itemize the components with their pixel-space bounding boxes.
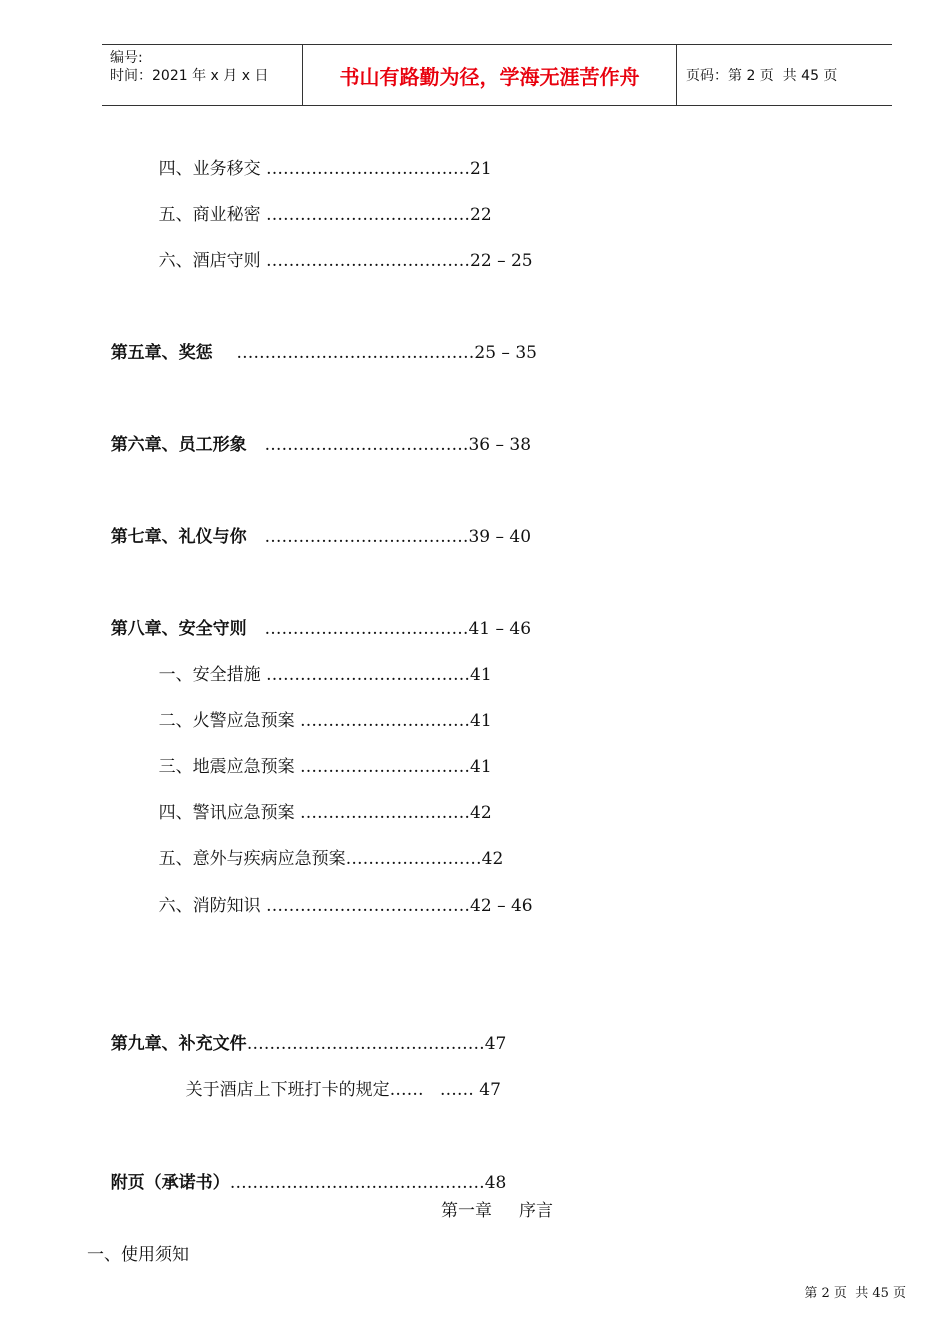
toc-entry-title: 六、消防知识: [158, 896, 267, 916]
toc-entry-leader: ………………………………: [266, 205, 471, 225]
toc-entry-title: 二、火警应急预案: [158, 711, 301, 731]
document-number-label: 编号:: [110, 50, 143, 66]
toc-chapter-title: 第五章、奖惩: [110, 343, 237, 363]
header-divider: [676, 45, 677, 105]
page-header: [102, 44, 892, 106]
toc-entry[interactable]: [164, 1057, 501, 1123]
toc-entry-leader: ………………………………: [266, 896, 471, 916]
toc-entry-page: 42: [470, 803, 492, 823]
toc-entry[interactable]: [137, 873, 533, 939]
toc-chapter-title: 第九章、补充文件: [110, 1034, 247, 1054]
header-meta: [110, 49, 268, 85]
toc-entry-leader: …………………………: [300, 803, 471, 823]
toc-entry-leader: …………………………: [300, 711, 471, 731]
toc-entry-leader: ……………………………………: [246, 1034, 485, 1054]
toc-entry-title: 四、警讯应急预案: [158, 803, 301, 823]
toc-chapter[interactable]: [87, 412, 531, 478]
toc-entry-page: 22 – 25: [470, 251, 533, 271]
toc-entry-leader: ………………………………: [266, 251, 471, 271]
toc-chapter-title: 第六章、员工形象: [110, 435, 265, 455]
toc-entry-title: 一、安全措施: [158, 665, 267, 685]
toc-entry-page: 25 – 35: [474, 343, 537, 363]
document-date: 时间：2021 年 x 月 x 日: [110, 68, 269, 84]
toc-entry-page: 48: [484, 1173, 507, 1193]
toc-entry-leader: ………………………………: [264, 435, 469, 455]
toc-entry-leader: ………………………………: [264, 619, 469, 639]
toc-entry[interactable]: [137, 228, 533, 294]
toc-entry-page: 42 – 46: [470, 896, 533, 916]
toc-chapter[interactable]: [87, 320, 537, 386]
toc-entry-page: 41 – 46: [468, 619, 532, 639]
toc-entry-page: 41: [470, 665, 492, 685]
toc-entry-page: 41: [470, 711, 492, 731]
toc-entry-leader: ………………………………………: [229, 1173, 485, 1193]
toc-entry-leader: ………………………………: [264, 527, 469, 547]
toc-entry-page: 36 – 38: [468, 435, 532, 455]
toc-entry-page: 22: [470, 205, 492, 225]
toc-entry-leader: ……: [439, 1080, 474, 1100]
toc-entry-page: 21: [470, 159, 492, 179]
toc-entry-leader: ……………………………………: [236, 343, 475, 363]
header-page-code: 页码：第 2 页 共 45 页: [686, 68, 838, 84]
toc-entry-title: 五、商业秘密: [158, 205, 267, 225]
toc-entry-leader: ………………………………: [266, 665, 471, 685]
toc-chapter[interactable]: [87, 504, 531, 570]
toc-entry-page: 39 – 40: [468, 527, 532, 547]
toc-entry-page: 47: [473, 1080, 501, 1100]
toc-entry-title: 四、业务移交: [158, 159, 267, 179]
toc-chapter-title: 第七章、礼仪与你: [110, 527, 265, 547]
page-footer: 第 2 页 共 45 页: [804, 1286, 906, 1301]
toc-entry-title: 六、酒店守则: [158, 251, 267, 271]
toc-entry-title: 关于酒店上下班打卡的规定……: [185, 1080, 440, 1100]
section-subheading: 一、使用须知: [87, 1245, 189, 1265]
toc-entry-page: 42: [481, 849, 504, 869]
toc-entry-title: 五、意外与疾病应急预案: [158, 849, 346, 869]
toc-chapter-title: 第八章、安全守则: [110, 619, 265, 639]
toc-entry-page: 47: [484, 1034, 507, 1054]
toc-entry-title: 三、地震应急预案: [158, 757, 301, 777]
chapter-heading: 第一章 序言: [440, 1201, 554, 1221]
header-motto: 书山有路勤为径，学海无涯苦作舟: [339, 64, 640, 89]
toc-entry-leader: ………………………………: [266, 159, 471, 179]
toc-entry-leader: …………………………: [300, 757, 471, 777]
toc-entry-leader: ……………………: [345, 849, 482, 869]
toc-chapter-title: 附页（承诺书）: [110, 1173, 230, 1193]
toc-entry-page: 41: [470, 757, 492, 777]
